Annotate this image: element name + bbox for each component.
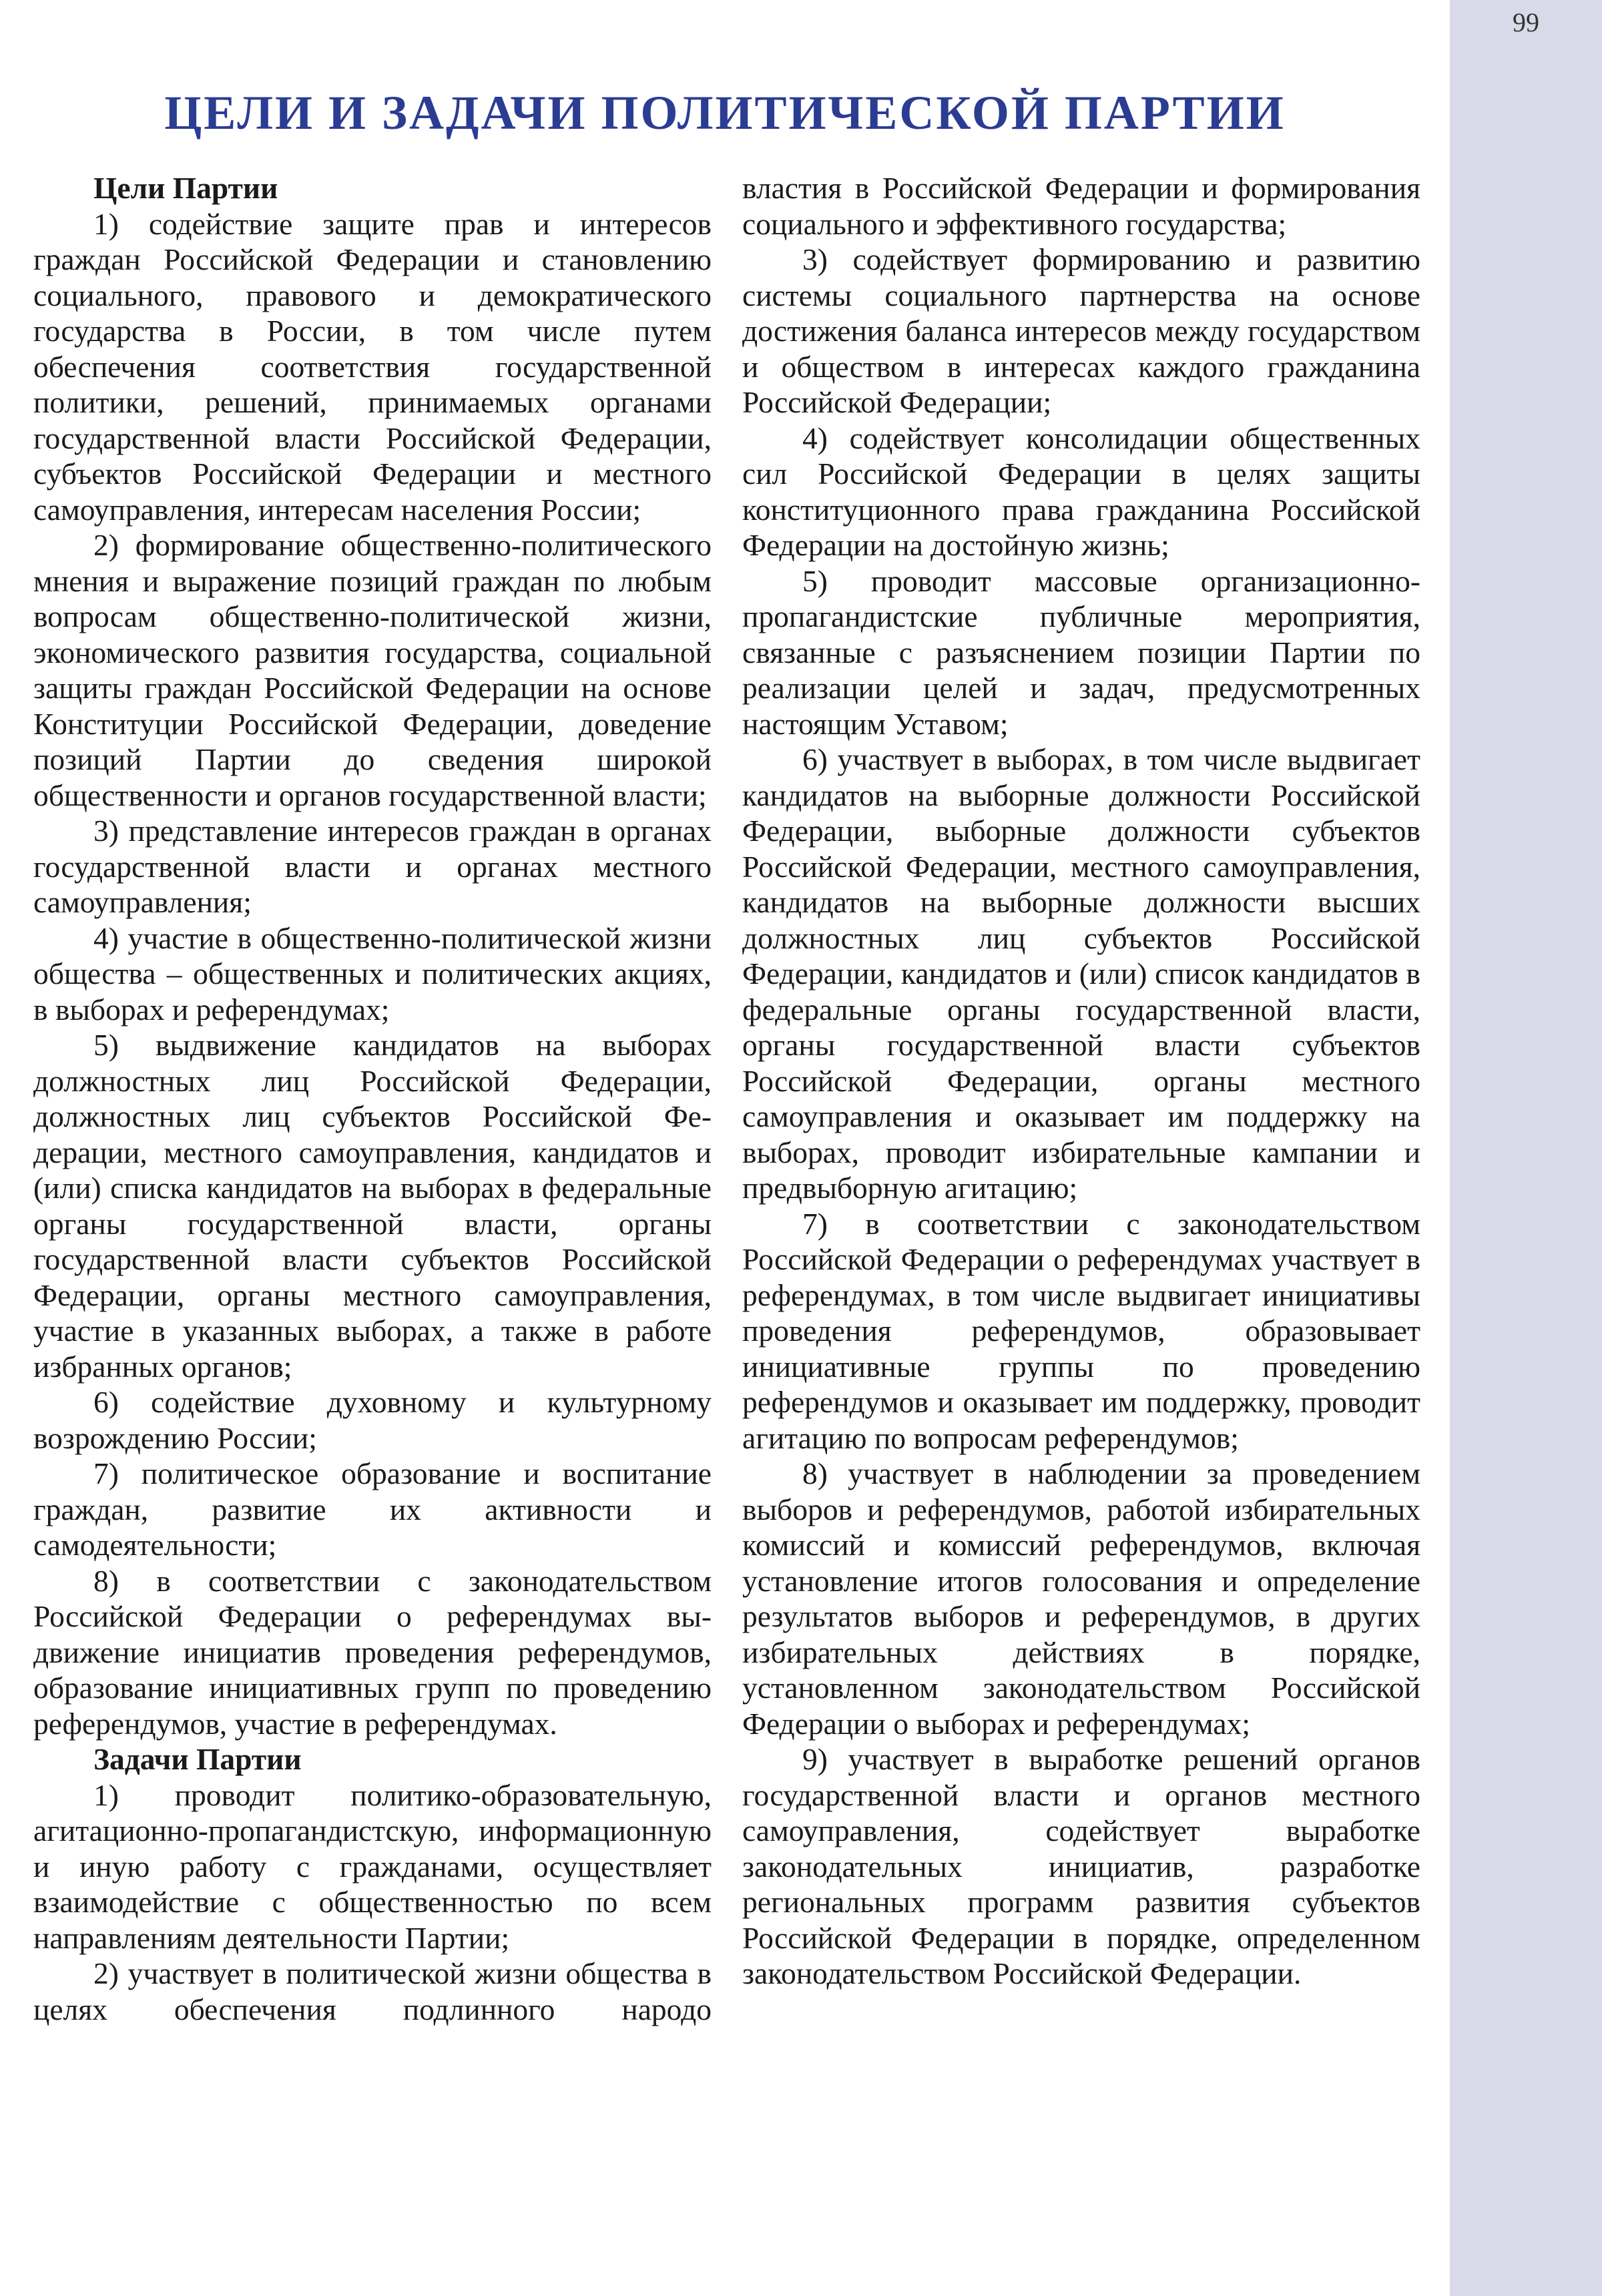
task-item-1: 1) проводит политико-образовательную, агитационно-пропагандистскую, информационную и иную работу с гражданами, осуществляет взаимодействие с общественностью по всем направлениям деятельности Партии; <box>33 1777 712 1955</box>
goal-item-8: 8) в соответствии с законодательством Российской Федерации о референдумах выдвижение инициатив проведения референдумов, образование инициативных групп по проведению референдумов, участие в референдумах. <box>33 1563 712 1741</box>
task-item-4: 4) содействует консолидации общественных сил Российской Федерации в целях защиты конституционного права гражданина Российской Федерации на достойную жизнь; <box>742 420 1420 562</box>
task-item-6: 6) участвует в выборах, в том числе выдвигает кандидатов на выборные должности Российской Федерации, выборные должности субъектов Российской Федерации, местного самоуправления, кандидатов на выборные должности высших должностных лиц субъектов Российской Федерации, кандидатов и (или) список кандидатов в федеральные органы государственной власти, органы государственной власти субъектов Российской Федерации, органы местного самоуправления и оказывает им поддержку на выборах, проводит избирательные кампании и предвыборную агитацию; <box>742 742 1420 1205</box>
page-margin-band <box>1450 0 1602 2296</box>
task-item-3: 3) содействует формированию и развитию системы социального партнерства на основе достижения баланса интересов между государством и обществом в интересах каждого гражданина Российской Федерации; <box>742 242 1420 419</box>
task-item-5: 5) проводит массовые организационно-пропагандистские публичные мероприятия, связанные с разъяснением позиции Партии по реализации целей и задач, предусмотренных настоящим Уставом; <box>742 563 1420 741</box>
task-item-7: 7) в соответствии с законодательством Российской Федерации о референдумах участвует в референдумах, в том числе выдвигает инициативы проведения референдумов, образовывает инициативные группы по проведению референдумов и оказывает им поддержку, проводит агитацию по вопросам референдумов; <box>742 1206 1420 1455</box>
goal-item-5: 5) выдвижение кандидатов на выборах должностных лиц Российской Федерации, должностных лиц субъектов Российской Федерации, местного самоуправления, кандидатов и (или) списка кандидатов на выборах в федеральные органы государственной власти, органы государственной власти субъектов Российской Федерации, органы местного самоуправления, участие в указанных выборах, а также в работе избранных органов; <box>33 1028 712 1384</box>
goal-item-7: 7) политическое образование и воспитание граждан, развитие их активности и самодеятельности; <box>33 1456 712 1562</box>
task-item-9: 9) участвует в выработке решений органов государственной власти и органов местного самоуправления, содействует выработке законодательных инициатив, разработке региональных программ развития субъектов Российской Федерации в порядке, определенном законодательством Российской Федерации. <box>742 1742 1420 1990</box>
page-number: 99 <box>1513 7 1539 37</box>
goal-item-3: 3) представление интересов граждан в органах государственной власти и органах местного самоуправления; <box>33 814 712 919</box>
goal-item-6: 6) содействие духовному и культурному возрождению России; <box>33 1385 712 1455</box>
left-column <box>33 170 712 2027</box>
tasks-heading: Задачи Партии <box>93 1742 302 1776</box>
right-column <box>742 170 1420 1992</box>
task-item-8: 8) участвует в наблюдении за проведением выборов и референдумов, работой избирательных комиссий и комиссий референдумов, включая установление итогов голосования и определение результатов выборов и референдумов, в других избирательных действиях в порядке, установленном законодательством Российской Федерации о выборах и референдумах; <box>742 1456 1420 1741</box>
goal-item-1: 1) содействие защите прав и интересов граждан Российской Федерации и становлению социального, правового и демократического государства в России, в том числе путем обеспечения соответствия государственной политики, решений, принимаемых органами государственной власти Российской Федерации, субъектов Российской Федерации и местного самоуправления, интересам населения России; <box>33 206 712 527</box>
goal-item-2: 2) формирование общественно-политического мнения и выражение позиций граждан по любым вопросам общественно-политической жизни, экономического развития государства, социальной защиты граждан Российской Федерации на основе Конституции Российской Федерации, доведение позиций Партии до сведения широкой общественности и органов государственной власти; <box>33 528 712 812</box>
page-title: ЦЕЛИ И ЗАДАЧИ ПОЛИТИЧЕСКОЙ ПАРТИИ <box>164 86 1286 139</box>
goals-heading: Цели Партии <box>93 171 278 205</box>
task-item-2-start: 2) участвует в политической жизни общества в целях обеспечения подлинного народо <box>33 1956 712 2026</box>
goal-item-4: 4) участие в общественно-политической жизни общества – общественных и политических акциях, в выборах и референдумах; <box>33 920 712 1027</box>
task-item-2-continued: властия в Российской Федерации и формирования социального и эффективного государства; <box>742 171 1420 241</box>
